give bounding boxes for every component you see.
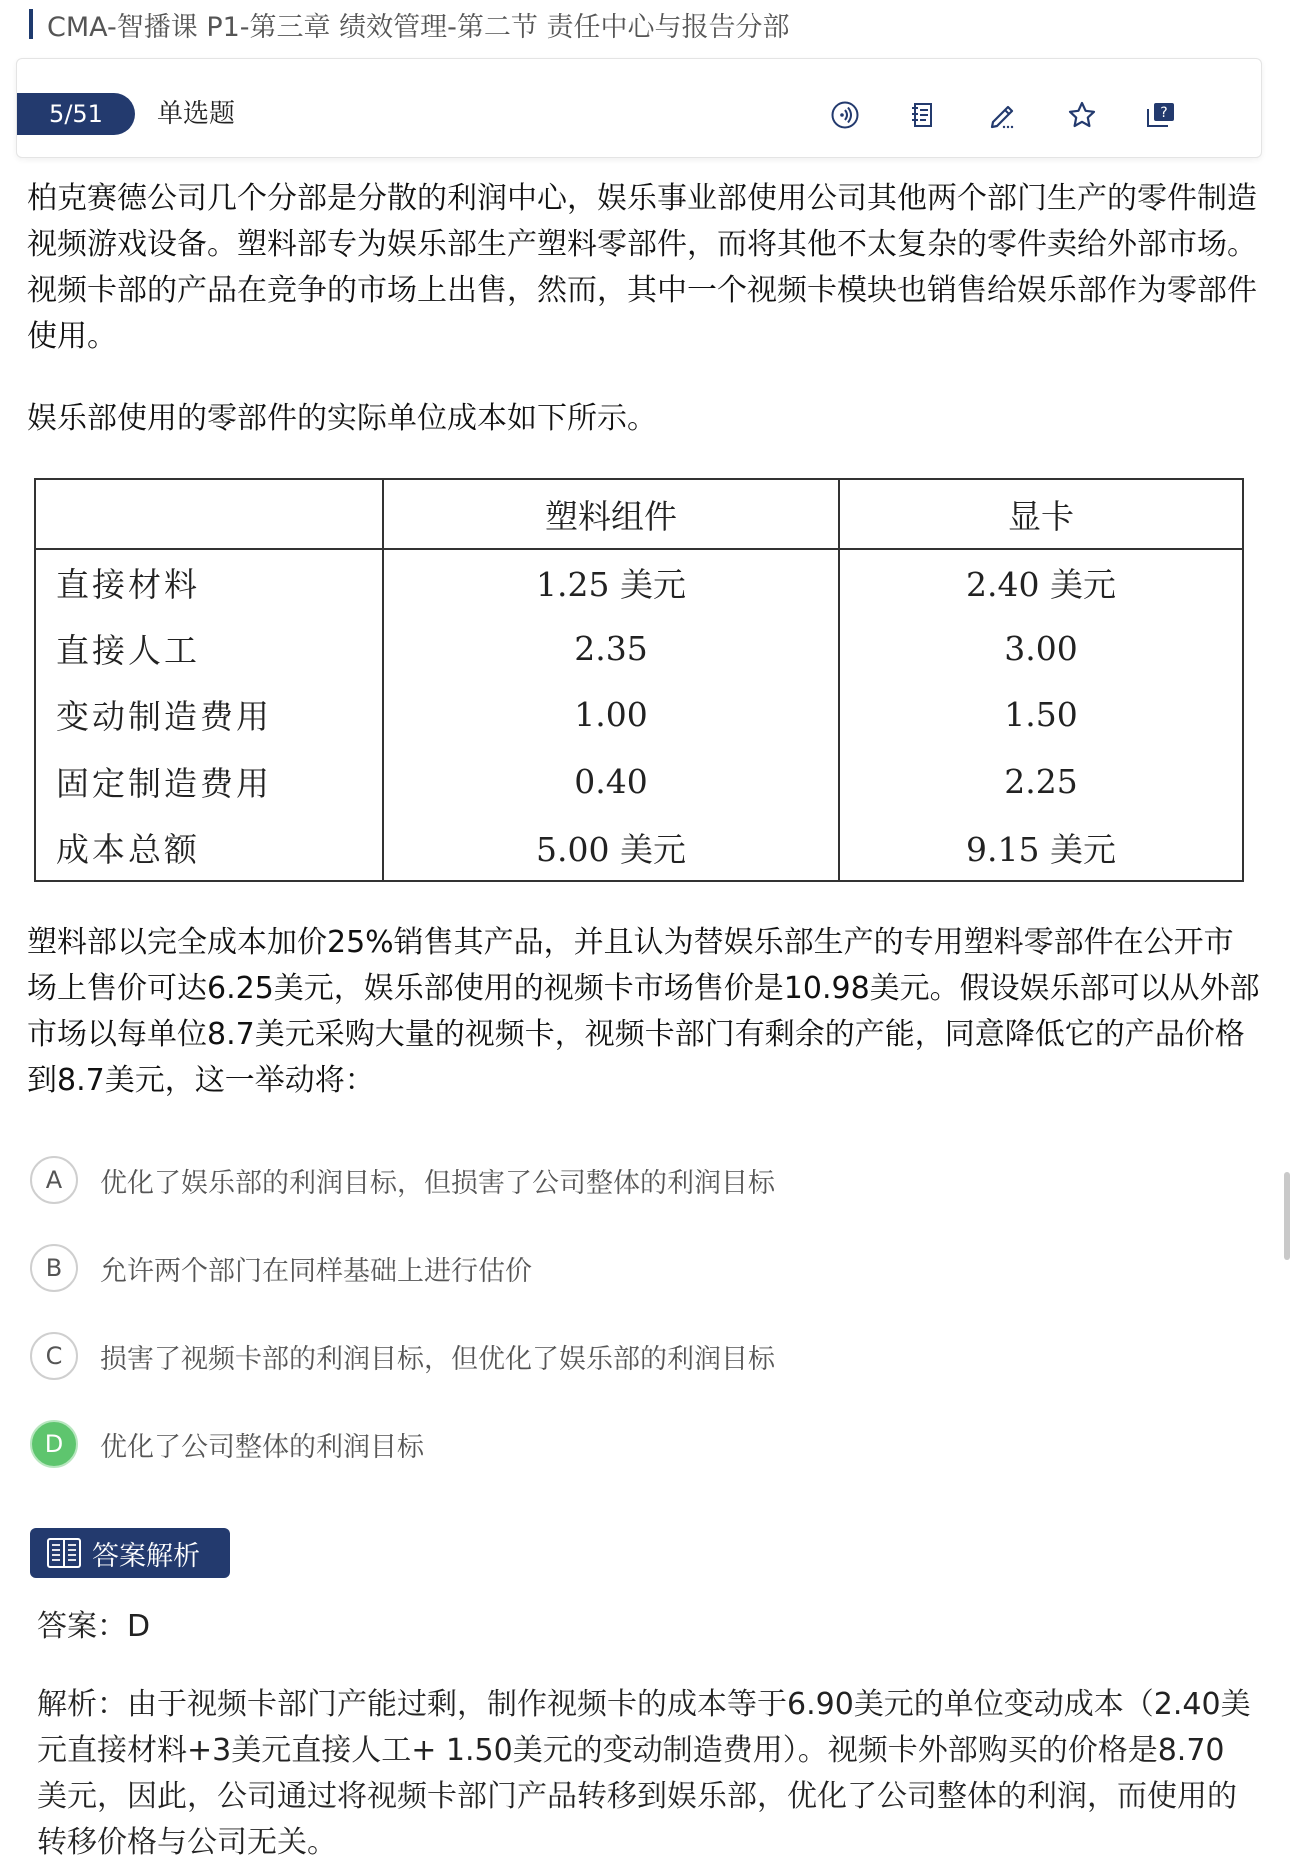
table-row-label: 变动制造费用 bbox=[35, 682, 383, 748]
edit-button[interactable] bbox=[981, 93, 1025, 137]
help-icon bbox=[1144, 100, 1178, 130]
table-row-label: 直接人工 bbox=[35, 615, 383, 681]
question-stem: 塑料部以完全成本加价25%销售其产品，并且认为替娱乐部生产的专用塑料零部件在公开市场上售价可达6.25美元，娱乐部使用的视频卡市场售价是10.98美元。假设娱乐部可以从外部市场以每单位8.7美元采购大量的视频卡，视频卡部门有剩余的产能，同意降低它的产品价格到8.7美元，这一举动将： bbox=[27, 925, 1260, 1098]
book-icon bbox=[46, 1536, 82, 1570]
page-title-bar bbox=[29, 8, 790, 43]
answer-explanation-tag bbox=[30, 1528, 230, 1578]
notes-button[interactable] bbox=[902, 93, 946, 137]
option-c[interactable] bbox=[30, 1331, 775, 1381]
table-cell: 2.40 美元 bbox=[839, 549, 1243, 615]
table-cell: 0.40 bbox=[383, 748, 839, 814]
question-type-label: 单选题 bbox=[157, 99, 236, 129]
svg-text:?: ? bbox=[1160, 105, 1168, 121]
option-a[interactable] bbox=[30, 1155, 775, 1205]
option-text: 优化了娱乐部的利润目标，但损害了公司整体的利润目标 bbox=[100, 1167, 775, 1199]
option-d[interactable] bbox=[30, 1419, 424, 1469]
table-cell: 9.15 美元 bbox=[839, 815, 1243, 881]
table-header-cell: 塑料组件 bbox=[383, 479, 839, 549]
option-letter: B bbox=[30, 1244, 78, 1292]
table-lead-text: 娱乐部使用的零部件的实际单位成本如下所示。 bbox=[27, 401, 657, 436]
cost-table bbox=[34, 478, 1244, 882]
table-header-cell: 显卡 bbox=[839, 479, 1243, 549]
table-cell: 2.35 bbox=[383, 615, 839, 681]
question-toolbar bbox=[16, 58, 1262, 158]
option-letter-correct: D bbox=[30, 1420, 78, 1468]
table-cell: 1.25 美元 bbox=[383, 549, 839, 615]
table-header-row bbox=[35, 479, 1243, 549]
title-accent-bar bbox=[29, 9, 33, 39]
table-row bbox=[35, 815, 1243, 881]
table-row bbox=[35, 682, 1243, 748]
notes-icon bbox=[909, 100, 939, 130]
option-text: 损害了视频卡部的利润目标，但优化了娱乐部的利润目标 bbox=[100, 1343, 775, 1375]
star-icon bbox=[1067, 100, 1097, 130]
correct-answer: 答案：D bbox=[37, 1609, 151, 1644]
analysis-text: 解析：由于视频卡部门产能过剩，制作视频卡的成本等于6.90美元的单位变动成本（2.40美元直接材料+3美元直接人工+ 1.50美元的变动制造费用）。视频卡外部购买的价格是8.70美元，因此，公司通过将视频卡部门产品转移到娱乐部，优化了公司整体的利润，而使用的转移价格与公司无关。 bbox=[37, 1687, 1251, 1860]
table-cell: 1.00 bbox=[383, 682, 839, 748]
scrollbar-thumb[interactable] bbox=[1284, 1172, 1290, 1260]
table-cell: 2.25 bbox=[839, 748, 1243, 814]
question-intro: 柏克赛德公司几个分部是分散的利润中心，娱乐事业部使用公司其他两个部门生产的零件制造视频游戏设备。塑料部专为娱乐部生产塑料零部件，而将其他不太复杂的零件卖给外部市场。视频卡部的产品在竞争的市场上出售，然而，其中一个视频卡模块也销售给娱乐部作为零部件使用。 bbox=[27, 181, 1257, 354]
table-cell: 1.50 bbox=[839, 682, 1243, 748]
page-title: CMA-智播课 P1-第三章 绩效管理-第二节 责任中心与报告分部 bbox=[47, 11, 790, 43]
option-text: 优化了公司整体的利润目标 bbox=[100, 1431, 424, 1463]
table-row bbox=[35, 615, 1243, 681]
option-b[interactable] bbox=[30, 1243, 532, 1293]
table-row-label: 固定制造费用 bbox=[35, 748, 383, 814]
answer-explanation-label: 答案解析 bbox=[92, 1540, 200, 1572]
table-row-label: 成本总额 bbox=[35, 815, 383, 881]
option-text: 允许两个部门在同样基础上进行估价 bbox=[100, 1255, 532, 1287]
edit-icon bbox=[988, 100, 1018, 130]
table-header-cell bbox=[35, 479, 383, 549]
table-cell: 3.00 bbox=[839, 615, 1243, 681]
table-row bbox=[35, 549, 1243, 615]
option-letter: C bbox=[30, 1332, 78, 1380]
audio-icon bbox=[830, 100, 860, 130]
option-letter: A bbox=[30, 1156, 78, 1204]
table-cell: 5.00 美元 bbox=[383, 815, 839, 881]
ask-question-button[interactable] bbox=[1139, 93, 1183, 137]
question-progress: 5/51 bbox=[17, 93, 135, 135]
audio-button[interactable] bbox=[823, 93, 867, 137]
table-row bbox=[35, 748, 1243, 814]
favorite-button[interactable] bbox=[1060, 93, 1104, 137]
table-row-label: 直接材料 bbox=[35, 549, 383, 615]
